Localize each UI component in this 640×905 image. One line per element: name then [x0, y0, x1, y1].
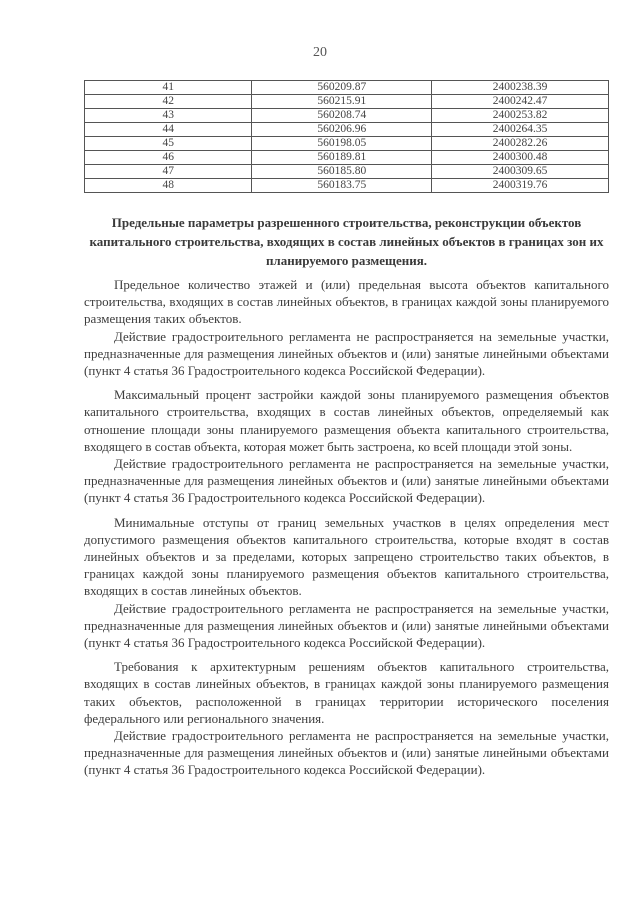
point-number-cell: 44: [85, 123, 252, 137]
x-coordinate-cell: 560185.80: [252, 165, 432, 179]
paragraph: Требования к архитектурным решениям объектов капитального строительства, входящих в состав линейных объектов, в границах каждой зоны планируемого размещения таких объектов, расположенной в границах территории исторического поселения федерального или регионального значения.: [84, 659, 609, 726]
x-coordinate-cell: 560183.75: [252, 179, 432, 193]
paragraph: Действие градостроительного регламента не распространяется на земельные участки, предназначенные для размещения линейных объектов и (или) занятые линейными объектами (пункт 4 статья 36 Градостроительного кодекса Российской Федерации).: [84, 328, 609, 379]
x-coordinate-cell: 560215.91: [252, 95, 432, 109]
table-row: [85, 165, 609, 179]
x-coordinate-cell: 560206.96: [252, 123, 432, 137]
y-coordinate-cell: 2400253.82: [432, 109, 609, 123]
point-number-cell: 47: [85, 165, 252, 179]
paragraph: Предельное количество этажей и (или) предельная высота объектов капитального строительства, входящих в состав линейных объектов, в границах каждой зоны планируемого размещения таких объектов.: [84, 277, 609, 327]
point-number-cell: 46: [85, 151, 252, 165]
y-coordinate-cell: 2400238.39: [432, 81, 609, 95]
x-coordinate-cell: 560208.74: [252, 109, 432, 123]
x-coordinate-cell: 560198.05: [252, 137, 432, 151]
y-coordinate-cell: 2400264.35: [432, 123, 609, 137]
page-number: 20: [313, 45, 327, 60]
table-row: [85, 109, 609, 123]
y-coordinate-cell: 2400319.76: [432, 179, 609, 193]
table-row: [85, 137, 609, 151]
paragraph: Действие градостроительного регламента не распространяется на земельные участки, предназначенные для размещения линейных объектов и (или) занятые линейными объектами (пункт 4 статья 36 Градостроительного кодекса Российской Федерации).: [84, 728, 609, 778]
paragraph: Действие градостроительного регламента не распространяется на земельные участки, предназначенные для размещения линейных объектов и (или) занятые линейными объектами (пункт 4 статья 36 Градостроительного кодекса Российской Федерации).: [84, 600, 609, 651]
paragraph: Минимальные отступы от границ земельных участков в целях определения мест допустимого размещения объектов капитального строительства, которые входят в состав линейных объектов и за пределами, которых запрещено строительство таких объектов, в границах каждой зоны планируемого размещения объектов капитального строительства, входящих в состав линейных объектов.: [84, 514, 609, 599]
table-row: [85, 179, 609, 193]
y-coordinate-cell: 2400309.65: [432, 165, 609, 179]
table-row: [85, 123, 609, 137]
point-number-cell: 48: [85, 179, 252, 193]
point-number-cell: 43: [85, 109, 252, 123]
y-coordinate-cell: 2400282.26: [432, 137, 609, 151]
table-row: [85, 95, 609, 109]
point-number-cell: 42: [85, 95, 252, 109]
coordinates-table: [84, 80, 609, 193]
y-coordinate-cell: 2400242.47: [432, 95, 609, 109]
body-text: [84, 276, 609, 779]
table-row: [85, 81, 609, 95]
paragraph: Действие градостроительного регламента не распространяется на земельные участки, предназначенные для размещения линейных объектов и (или) занятые линейными объектами (пункт 4 статья 36 Градостроительного кодекса Российской Федерации).: [84, 456, 609, 506]
section-heading: Предельные параметры разрешенного строительства, реконструкции объектов капитального строительства, входящих в состав линейных объектов в границах зон их планируемого размещения.: [89, 215, 604, 268]
x-coordinate-cell: 560209.87: [252, 81, 432, 95]
paragraph: Максимальный процент застройки каждой зоны планируемого размещения объектов капитального строительства, входящих в состав линейных объектов, определяемый как отношение площади зоны планируемого размещения объекта капитального строительства, входящего в состав объекта, которая может быть застроена, ко всей площади этой зоны.: [84, 387, 609, 454]
x-coordinate-cell: 560189.81: [252, 151, 432, 165]
table-row: [85, 151, 609, 165]
point-number-cell: 45: [85, 137, 252, 151]
y-coordinate-cell: 2400300.48: [432, 151, 609, 165]
point-number-cell: 41: [85, 81, 252, 95]
